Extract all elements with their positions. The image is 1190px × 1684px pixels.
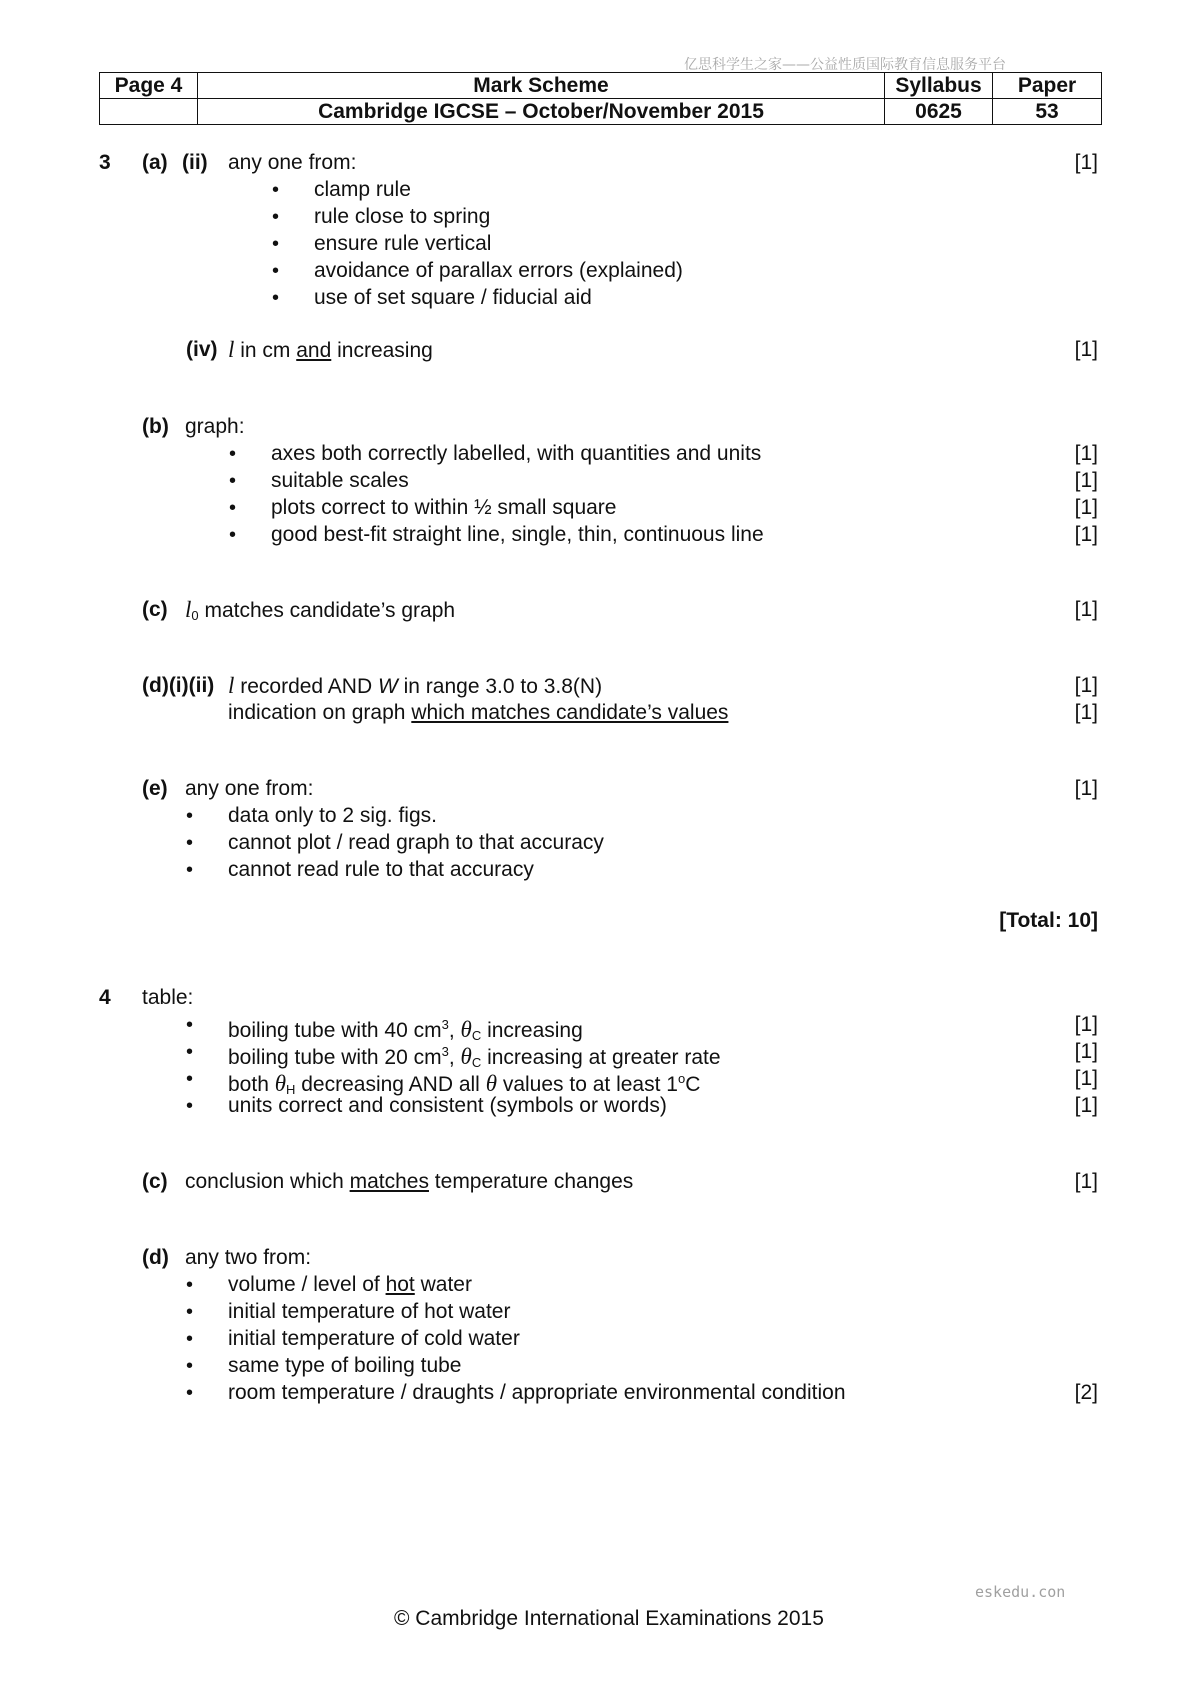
mark: [1]: [1074, 1040, 1098, 1063]
header-table: [99, 72, 1102, 125]
mark: [2]: [1074, 1381, 1098, 1404]
mark: [1]: [1074, 523, 1098, 546]
q3-a-ii-label: (ii): [182, 151, 208, 174]
list-item: clamp rule: [314, 178, 411, 201]
header-empty-cell: [100, 99, 198, 125]
paper-number: 53: [993, 99, 1102, 125]
bullet: •: [229, 524, 237, 546]
bullet: •: [229, 497, 237, 519]
bullet: •: [186, 1068, 194, 1090]
q3-e-intro: any one from:: [185, 777, 314, 800]
paper-label: Paper: [993, 73, 1102, 99]
bullet: •: [186, 805, 194, 827]
bullet: •: [186, 1328, 194, 1350]
bullet: •: [229, 470, 237, 492]
q3-d-line1: l recorded AND W in range 3.0 to 3.8(N): [228, 673, 603, 698]
bullet: •: [186, 1301, 194, 1323]
mark: [1]: [1074, 701, 1098, 724]
syllabus-label: Syllabus: [885, 73, 993, 99]
list-item: cannot read rule to that accuracy: [228, 858, 534, 881]
bullet: •: [186, 1355, 194, 1377]
page-number: Page 4: [100, 73, 198, 99]
mark: [1]: [1074, 777, 1098, 800]
q3-part-a-label: (a): [142, 151, 168, 174]
document-title: Mark Scheme: [198, 73, 885, 99]
bullet: •: [272, 287, 280, 309]
footer-copyright: © Cambridge International Examinations 2015: [394, 1607, 824, 1630]
list-item: initial temperature of hot water: [228, 1300, 511, 1323]
list-item: data only to 2 sig. figs.: [228, 804, 437, 827]
mark: [1]: [1074, 1013, 1098, 1036]
mark: [1]: [1074, 1094, 1098, 1117]
q4-d-intro: any two from:: [185, 1246, 312, 1269]
mark: [1]: [1074, 151, 1098, 174]
bullet: •: [229, 443, 237, 465]
question-3-number: 3: [99, 151, 111, 174]
q3-a-iv-label: (iv): [186, 338, 218, 361]
q3-part-b-label: (b): [142, 415, 169, 438]
bullet: •: [186, 1041, 194, 1063]
mark: [1]: [1074, 496, 1098, 519]
list-item: initial temperature of cold water: [228, 1327, 520, 1350]
bullet: •: [186, 1382, 194, 1404]
list-item: ensure rule vertical: [314, 232, 492, 255]
q3-d-line2: indication on graph which matches candidate’s values: [228, 701, 729, 724]
list-item: boiling tube with 40 $cm^3$, $\theta_C$ increasing: [228, 1017, 583, 1043]
list-item: suitable scales: [271, 469, 409, 492]
list-item: room temperature / draughts / appropriate environmental condition: [228, 1381, 846, 1404]
list-item: units correct and consistent (symbols or words): [228, 1094, 667, 1117]
list-item: use of set square / fiducial aid: [314, 286, 592, 309]
watermark-text: 亿思科学生之家——公益性质国际教育信息服务平台: [684, 57, 1006, 73]
syllabus-code: 0625: [885, 99, 993, 125]
bullet: •: [186, 1095, 194, 1117]
list-item: avoidance of parallax errors (explained): [314, 259, 683, 282]
mark: [1]: [1074, 338, 1098, 361]
bullet: •: [186, 859, 194, 881]
document-subtitle: Cambridge IGCSE – October/November 2015: [198, 99, 885, 125]
q4-part-c-label: (c): [142, 1170, 168, 1193]
bullet: •: [186, 1274, 194, 1296]
bullet: •: [272, 179, 280, 201]
list-item: same type of boiling tube: [228, 1354, 462, 1377]
mark: [1]: [1074, 1170, 1098, 1193]
q3-c-text: $l_0$ matches candidate’s graph: [185, 597, 456, 623]
list-item: axes both correctly labelled, with quantities and units: [271, 442, 762, 465]
mark: [1]: [1074, 469, 1098, 492]
mark: [1]: [1074, 1067, 1098, 1090]
q4-part-d-label: (d): [142, 1246, 169, 1269]
q3-a-iv-text: l in cm and increasing: [228, 337, 433, 362]
list-item: volume / level of hot water: [228, 1273, 472, 1296]
q3-part-d-label: (d)(i)(ii): [142, 674, 215, 697]
list-item: plots correct to within ½ small square: [271, 496, 617, 519]
bullet: •: [272, 233, 280, 255]
bullet: •: [272, 206, 280, 228]
bullet: •: [186, 1014, 194, 1036]
list-item: good best-fit straight line, single, thin, continuous line: [271, 523, 764, 546]
q4-c-text: conclusion which matches temperature changes: [185, 1170, 634, 1193]
mark: [1]: [1074, 442, 1098, 465]
list-item: both $\theta_H$ decreasing AND all θ values to at least 1$^o$C: [228, 1071, 701, 1097]
question-4-number: 4: [99, 986, 111, 1009]
q3-b-intro: graph:: [185, 415, 245, 438]
bullet: •: [272, 260, 280, 282]
bullet: •: [186, 832, 194, 854]
mark: [1]: [1074, 674, 1098, 697]
variable-l: l: [228, 337, 235, 362]
mark: [1]: [1074, 598, 1098, 621]
watermark-bottom: eskedu.con: [975, 1583, 1066, 1601]
list-item: boiling tube with 20 $cm^3$, $\theta_C$ increasing at greater rate: [228, 1044, 721, 1070]
list-item: cannot plot / read graph to that accuracy: [228, 831, 604, 854]
question-total: [Total: 10]: [999, 909, 1098, 932]
q3-part-c-label: (c): [142, 598, 168, 621]
q3-part-e-label: (e): [142, 777, 168, 800]
list-item: rule close to spring: [314, 205, 491, 228]
q4-intro: table:: [142, 986, 194, 1009]
q3-a-ii-intro: any one from:: [228, 151, 357, 174]
